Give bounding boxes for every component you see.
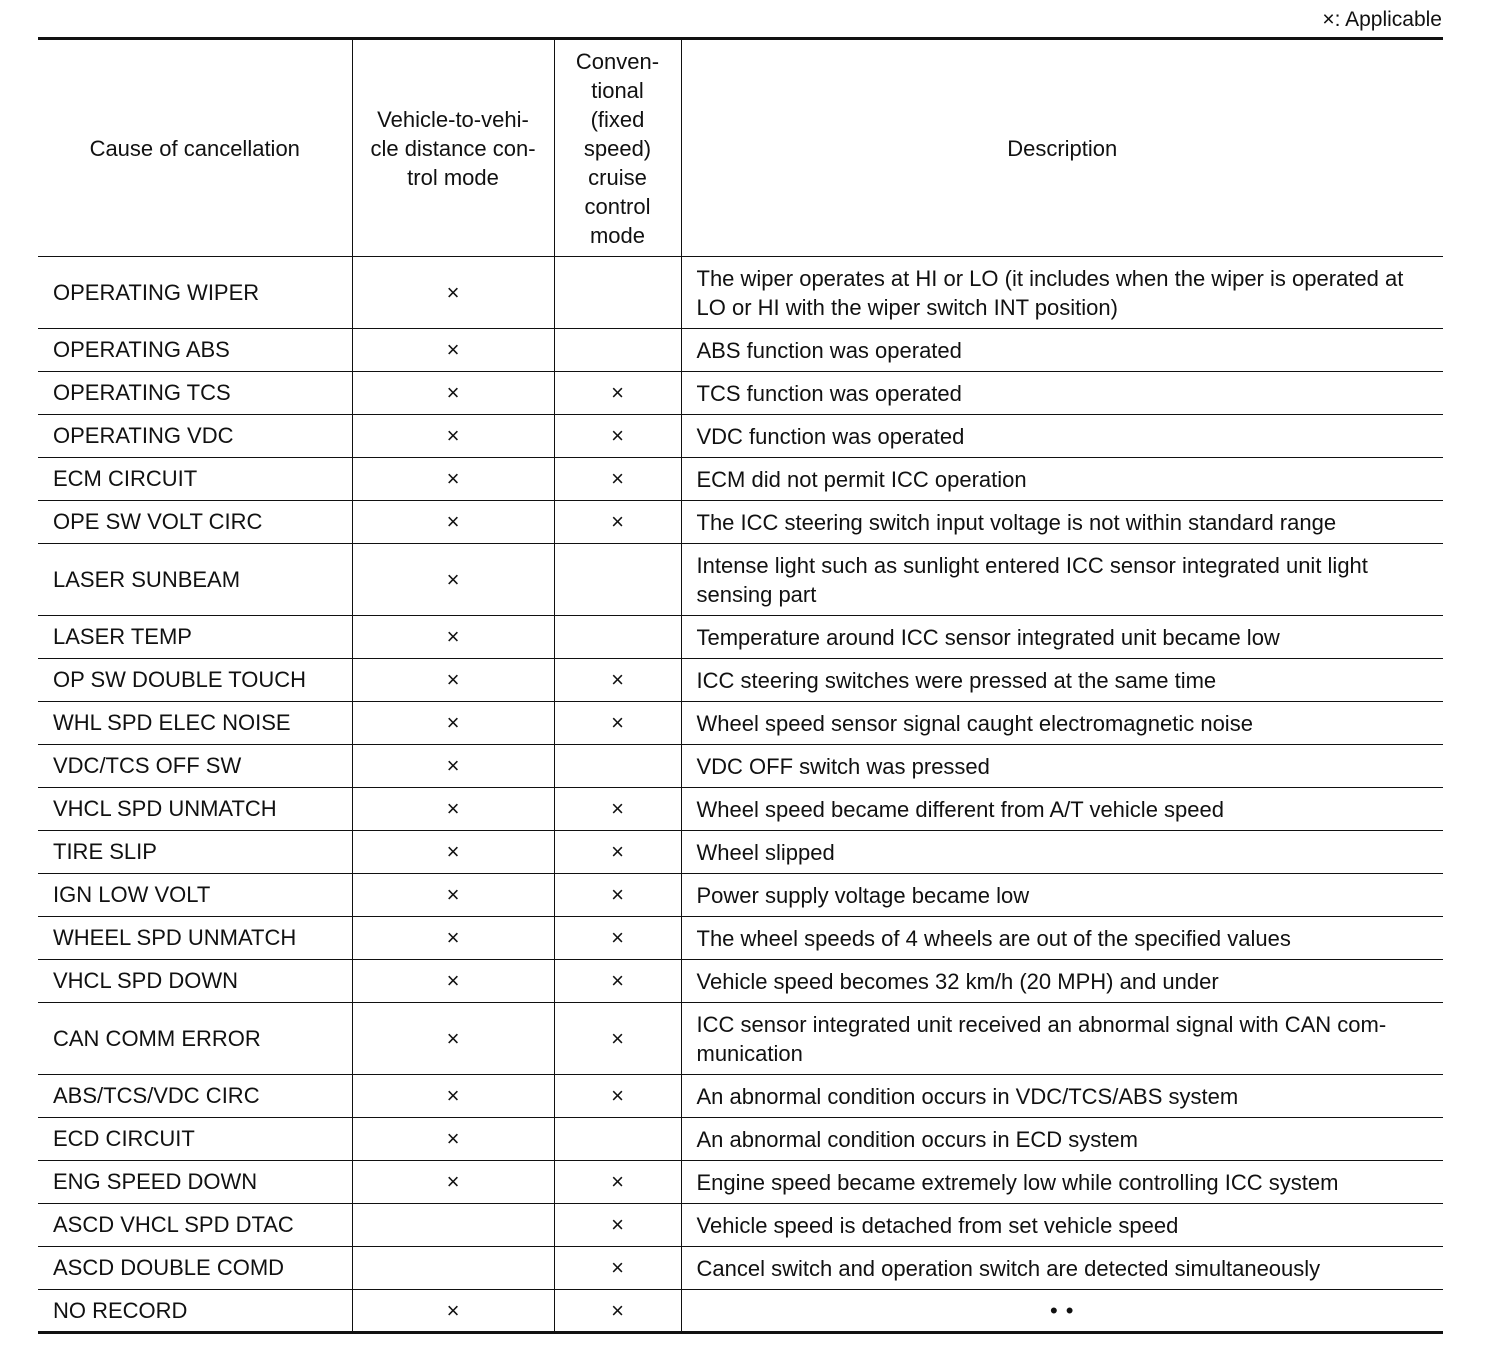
table-row	[38, 415, 1443, 458]
description-cell: Wheel speed sensor signal caught electromagnetic noise	[681, 702, 1443, 745]
cause-cell: OPE SW VOLT CIRC	[38, 501, 352, 544]
cause-cell: TIRE SLIP	[38, 831, 352, 874]
distance-mode-mark: ×	[352, 415, 554, 458]
cause-cell: VHCL SPD DOWN	[38, 960, 352, 1003]
distance-mode-mark: ×	[352, 1290, 554, 1333]
cause-cell: WHEEL SPD UNMATCH	[38, 917, 352, 960]
distance-mode-mark: ×	[352, 329, 554, 372]
distance-mode-mark	[352, 1247, 554, 1290]
cause-cell: ASCD DOUBLE COMD	[38, 1247, 352, 1290]
description-cell: ABS function was operated	[681, 329, 1443, 372]
table-row	[38, 659, 1443, 702]
table-row	[38, 831, 1443, 874]
description-cell: VDC function was operated	[681, 415, 1443, 458]
cause-cell: ECM CIRCUIT	[38, 458, 352, 501]
table-row	[38, 458, 1443, 501]
table-row	[38, 372, 1443, 415]
distance-mode-mark: ×	[352, 544, 554, 616]
table-row	[38, 1075, 1443, 1118]
cause-cell: ECD CIRCUIT	[38, 1118, 352, 1161]
header-cause: Cause of cancellation	[38, 39, 352, 257]
table-row	[38, 745, 1443, 788]
distance-mode-mark: ×	[352, 458, 554, 501]
distance-mode-mark: ×	[352, 501, 554, 544]
table-row	[38, 874, 1443, 917]
description-cell: ICC steering switches were pressed at the same time	[681, 659, 1443, 702]
conventional-mode-mark: ×	[554, 1290, 681, 1333]
table-row	[38, 329, 1443, 372]
table-row	[38, 788, 1443, 831]
table-row	[38, 501, 1443, 544]
conventional-mode-mark: ×	[554, 659, 681, 702]
header-description: Description	[681, 39, 1443, 257]
cause-cell: OPERATING ABS	[38, 329, 352, 372]
cause-cell: ENG SPEED DOWN	[38, 1161, 352, 1204]
conventional-mode-mark	[554, 329, 681, 372]
distance-mode-mark: ×	[352, 1003, 554, 1075]
cause-cell: WHL SPD ELEC NOISE	[38, 702, 352, 745]
conventional-mode-mark: ×	[554, 1204, 681, 1247]
conventional-mode-mark	[554, 257, 681, 329]
conventional-mode-mark: ×	[554, 1247, 681, 1290]
cause-cell: OPERATING TCS	[38, 372, 352, 415]
distance-mode-mark: ×	[352, 788, 554, 831]
conventional-mode-mark: ×	[554, 960, 681, 1003]
conventional-mode-mark: ×	[554, 917, 681, 960]
table-row	[38, 1290, 1443, 1333]
header-conventional-mode: Conven- tional (fixed speed) cruise control mode	[554, 39, 681, 257]
description-cell: VDC OFF switch was pressed	[681, 745, 1443, 788]
table-row	[38, 960, 1443, 1003]
distance-mode-mark: ×	[352, 616, 554, 659]
cause-cell: OPERATING WIPER	[38, 257, 352, 329]
description-cell: Power supply voltage became low	[681, 874, 1443, 917]
description-cell: Temperature around ICC sensor integrated unit became low	[681, 616, 1443, 659]
distance-mode-mark: ×	[352, 1118, 554, 1161]
conventional-mode-mark: ×	[554, 501, 681, 544]
distance-mode-mark: ×	[352, 372, 554, 415]
cancellation-cause-table	[38, 37, 1443, 1334]
description-cell: Cancel switch and operation switch are detected simultaneously	[681, 1247, 1443, 1290]
conventional-mode-mark	[554, 745, 681, 788]
table-row	[38, 257, 1443, 329]
conventional-mode-mark: ×	[554, 1075, 681, 1118]
table-row	[38, 616, 1443, 659]
cause-cell: VDC/TCS OFF SW	[38, 745, 352, 788]
description-cell	[681, 1290, 1443, 1333]
distance-mode-mark: ×	[352, 917, 554, 960]
cause-cell: NO RECORD	[38, 1290, 352, 1333]
cause-cell: IGN LOW VOLT	[38, 874, 352, 917]
description-cell: An abnormal condition occurs in ECD system	[681, 1118, 1443, 1161]
table-row	[38, 1247, 1443, 1290]
description-cell: ECM did not permit ICC operation	[681, 458, 1443, 501]
table-row	[38, 702, 1443, 745]
conventional-mode-mark: ×	[554, 458, 681, 501]
distance-mode-mark: ×	[352, 874, 554, 917]
conventional-mode-mark	[554, 544, 681, 616]
table-row	[38, 1161, 1443, 1204]
description-cell: Vehicle speed becomes 32 km/h (20 MPH) and under	[681, 960, 1443, 1003]
description-cell: Vehicle speed is detached from set vehicle speed	[681, 1204, 1443, 1247]
cause-cell: VHCL SPD UNMATCH	[38, 788, 352, 831]
conventional-mode-mark: ×	[554, 372, 681, 415]
cause-cell: LASER TEMP	[38, 616, 352, 659]
description-cell: Engine speed became extremely low while controlling ICC system	[681, 1161, 1443, 1204]
table-row	[38, 1003, 1443, 1075]
table-body	[38, 257, 1443, 1333]
description-cell: An abnormal condition occurs in VDC/TCS/ABS system	[681, 1075, 1443, 1118]
cause-cell: LASER SUNBEAM	[38, 544, 352, 616]
conventional-mode-mark: ×	[554, 415, 681, 458]
conventional-mode-mark: ×	[554, 831, 681, 874]
distance-mode-mark: ×	[352, 257, 554, 329]
conventional-mode-mark: ×	[554, 874, 681, 917]
description-cell: The wiper operates at HI or LO (it includes when the wiper is operated at LO or HI with the wiper switch INT position)	[681, 257, 1443, 329]
distance-mode-mark: ×	[352, 831, 554, 874]
cause-cell: ASCD VHCL SPD DTAC	[38, 1204, 352, 1247]
distance-mode-mark: ×	[352, 1161, 554, 1204]
description-cell: Wheel speed became different from A/T vehicle speed	[681, 788, 1443, 831]
distance-mode-mark	[352, 1204, 554, 1247]
description-cell: Wheel slipped	[681, 831, 1443, 874]
distance-mode-mark: ×	[352, 1075, 554, 1118]
cause-cell: CAN COMM ERROR	[38, 1003, 352, 1075]
table-row	[38, 1118, 1443, 1161]
description-cell: The wheel speeds of 4 wheels are out of the specified values	[681, 917, 1443, 960]
table-row	[38, 917, 1443, 960]
distance-mode-mark: ×	[352, 659, 554, 702]
description-cell: Intense light such as sunlight entered ICC sensor integrated unit light sensing part	[681, 544, 1443, 616]
cause-cell: OP SW DOUBLE TOUCH	[38, 659, 352, 702]
conventional-mode-mark: ×	[554, 788, 681, 831]
conventional-mode-mark: ×	[554, 702, 681, 745]
cause-cell: OPERATING VDC	[38, 415, 352, 458]
applicable-legend: ×: Applicable	[1322, 8, 1442, 31]
conventional-mode-mark	[554, 1118, 681, 1161]
distance-mode-mark: ×	[352, 960, 554, 1003]
description-cell: The ICC steering switch input voltage is not within standard range	[681, 501, 1443, 544]
header-distance-mode: Vehicle-to-vehi- cle distance con- trol mode	[352, 39, 554, 257]
description-cell: TCS function was operated	[681, 372, 1443, 415]
description-cell: ICC sensor integrated unit received an abnormal signal with CAN com-munication	[681, 1003, 1443, 1075]
distance-mode-mark: ×	[352, 702, 554, 745]
conventional-mode-mark: ×	[554, 1161, 681, 1204]
table-row	[38, 544, 1443, 616]
table-row	[38, 1204, 1443, 1247]
no-record-dots: ••	[1050, 1298, 1082, 1323]
cause-cell: ABS/TCS/VDC CIRC	[38, 1075, 352, 1118]
header-row	[38, 39, 1443, 257]
distance-mode-mark: ×	[352, 745, 554, 788]
conventional-mode-mark	[554, 616, 681, 659]
conventional-mode-mark: ×	[554, 1003, 681, 1075]
